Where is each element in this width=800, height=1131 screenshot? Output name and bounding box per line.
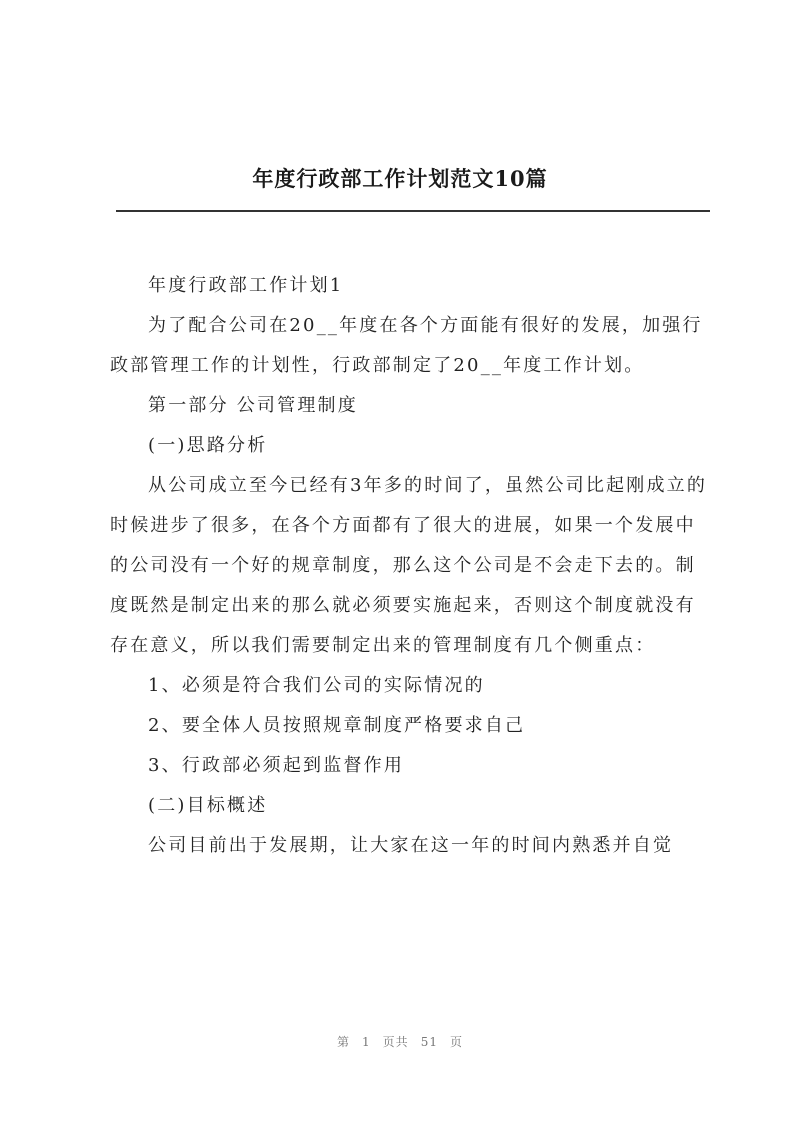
document-title: 年度行政部工作计划范文10篇 bbox=[252, 166, 548, 191]
page-mid-label: 页共 bbox=[382, 1035, 409, 1049]
section-heading: 第一部分 公司管理制度 bbox=[148, 395, 358, 416]
page-label: 第 bbox=[337, 1035, 351, 1049]
list-item: 3、行政部必须起到监督作用 bbox=[148, 755, 405, 776]
list-item: 2、要全体人员按照规章制度严格要求自己 bbox=[148, 715, 526, 736]
section-heading: 年度行政部工作计划1 bbox=[148, 275, 344, 296]
page-end-label: 页 bbox=[449, 1035, 463, 1049]
subsection-heading: (二)目标概述 bbox=[148, 795, 268, 816]
subsection-heading: (一)思路分析 bbox=[148, 435, 268, 456]
paragraph: 为了配合公司在20__年度在各个方面能有很好的发展，加强行政部管理工作的计划性，行政部制定了20__年度工作计划。 bbox=[110, 315, 703, 376]
paragraph: 从公司成立至今已经有3年多的时间了，虽然公司比起刚成立的时候进步了很多，在各个方面都有了很大的进展，如果一个发展中的公司没有一个好的规章制度，那么这个公司是不会走下去的。制度既然是制定出来的那么就必须要实施起来，否则这个制度就没有存在意义，所以我们需要制定出来的管理制度有几个侧重点： bbox=[110, 475, 708, 656]
document-body bbox=[110, 266, 710, 866]
page-number: 1 bbox=[362, 1035, 371, 1049]
total-pages: 51 bbox=[420, 1035, 438, 1049]
page-footer bbox=[0, 1033, 800, 1050]
paragraph: 公司目前出于发展期，让大家在这一年的时间内熟悉并自觉 bbox=[148, 835, 674, 856]
list-item: 1、必须是符合我们公司的实际情况的 bbox=[148, 675, 485, 696]
title-divider bbox=[116, 210, 710, 212]
